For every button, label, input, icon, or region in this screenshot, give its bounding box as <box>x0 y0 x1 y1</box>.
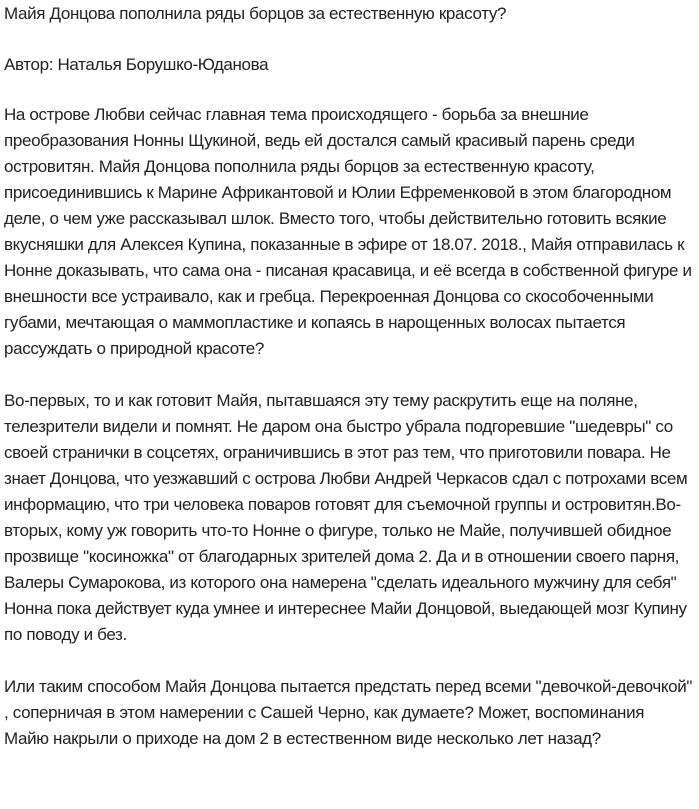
article-paragraph-1: На острове Любви сейчас главная тема происходящего - борьба за внешние преобразования Нонны Щукиной, ведь ей достался самый красивый парень среди островитян. Майя Донцова пополнила ряды борцов за естественную красоту, присоединившись к Марине Африкантовой и Юлии Ефременковой в этом благородном деле, о чем уже рассказывал шлок. Вместо того, чтобы действительно готовить всякие вкусняшки для Алексея Купина, показанные в эфире от 18.07. 2018., Майя отправилась к Нонне доказывать, что сама она - писаная красавица, и её всегда в собственной фигуре и внешности все устраивало, как и гребца. Перекроенная Донцова со скособоченными губами, мечтающая о маммопластике и копаясь в нарощенных волосах пытается рассуждать о природной красоте? <box>4 105 692 358</box>
article-paragraph-3: Или таким способом Майя Донцова пытается предстать перед всеми "девочкой-девочкой" , соперничая в этом намерении с Сашей Черно, как думаете? Может, воспоминания Майю накрыли о приходе на дом 2 в естественном виде несколько лет назад? <box>4 677 693 748</box>
article-author: Автор: Наталья Борушко-Юданова <box>4 55 269 74</box>
article-paragraph-2: Во-первых, то и как готовит Майя, пытавшаяся эту тему раскрутить еще на поляне, телезрители видели и помнят. Не даром она быстро убрала подгоревшие "шедевры" со своей странички в соцсетях, ограничившись в этот раз тем, что приготовили повара. Не знает Донцова, что уезжавший с острова Любви Андрей Черкасов сдал с потрохами всем информацию, что три человека поваров готовят для съемочной группы и островитян.Во-вторых, кому уж говорить что-то Нонне о фигуре, только не Майе, получившей обидное прозвище "косиножка" от благодарных зрителей дома 2. Да и в отношении своего парня, Валеры Сумарокова, из которого она намерена "сделать идеального мужчину для себя" Нонна пока действует куда умнее и интереснее Майи Донцовой, выедающей мозг Купину по поводу и без. <box>4 391 688 644</box>
article-title: Майя Донцова пополнила ряды борцов за естественную красоту? <box>4 4 507 23</box>
